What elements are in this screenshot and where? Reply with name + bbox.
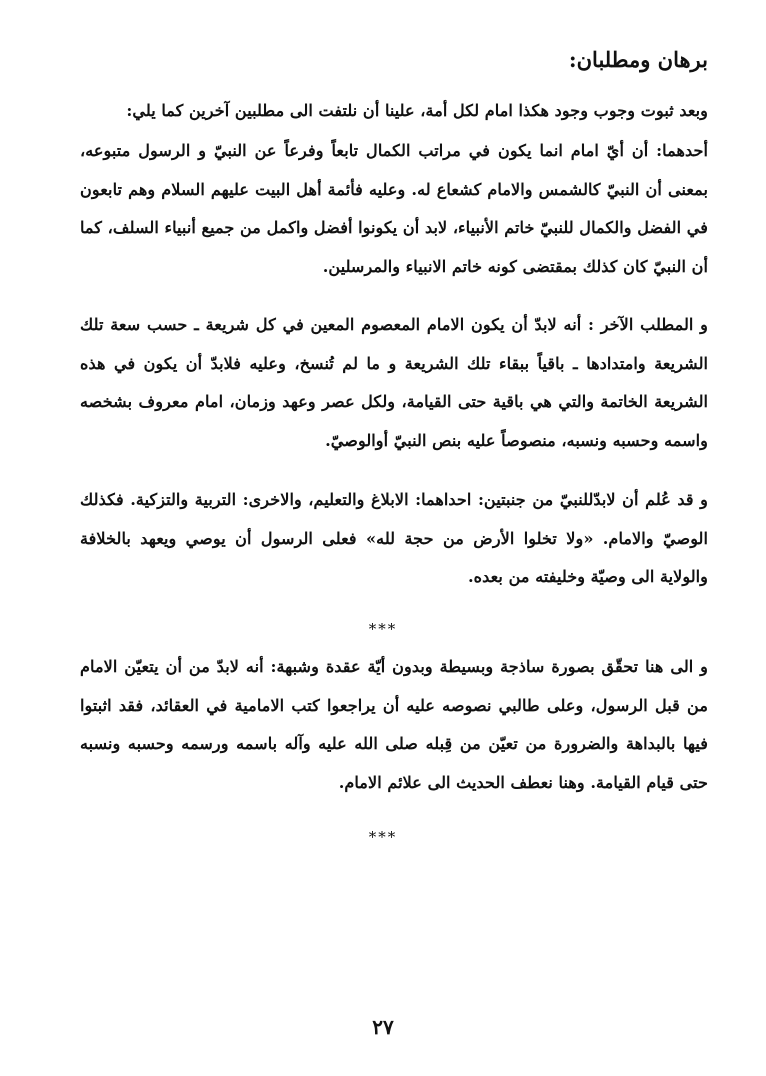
section-separator: *** [368, 620, 398, 638]
paragraph-second-requirement: و المطلب الآخر : أنه لابدّ أن يكون الامام المعصوم المعين في كل شريعة ـ حسب سعة تلك الشريعة وامتدادها ـ باقياً ببقاء تلك الشريعة و ما لم تُنسخ، وعليه فلابدّ أن يكون في هذه الشريعة الخاتمة والتي هي باقية حتى القيامة، ولكل عصر وعهد وزمان، امام معروف بشخصه واسمه وحسبه ونسبه، منصوصاً عليه بنص النبيّ أوالوصيّ. [80, 315, 708, 450]
paragraph-intro: وبعد ثبوت وجوب وجود هكذا امام لكل أمة، علينا أن نلتفت الى مطلبين آخرين كما يلي: [126, 101, 708, 120]
paragraph-two-aspects: و قد عُلم أن لابدّللنبيّ من جنبتين: احداهما: الابلاغ والتعليم، والاخرى: التربية والتزكية. فكذلك الوصيّ والامام. «ولا تخلوا الأرض من حجة لله» فعلى الرسول أن يوصي ويعهد بالخلافة والولاية الى وصيّة وخليفته من بعده. [80, 490, 708, 586]
paragraph-first-requirement: أحدهما: أن أيّ امام انما يكون في مراتب الكمال تابعاً وفرعاً عن النبيّ و الرسول متبوعه، بمعنى أن النبيّ كالشمس والامام كشعاع له. وعليه فأئمة أهل البيت عليهم السلام وهم تابعون في الفضل والكمال للنبيّ خاتم الأنبياء، لابد أن يكونوا أفضل واكمل من جميع أنبياء السلف، كما أن النبيّ كان كذلك بمقتضى كونه خاتم الانبياء والمرسلين. [80, 141, 708, 276]
paragraph-conclusion: و الى هنا تحقّق بصورة ساذجة وبسيطة وبدون أيّة عقدة وشبهة: أنه لابدّ من أن يتعيّن الامام من قبل الرسول، وعلى طالبي نصوصه عليه أن يراجعوا كتب الامامية في العقائد، فقد اثبتوا فيها بالبداهة والضرورة من تعيّن من قِبله صلى الله عليه وآله باسمه ورسمه وحسبه ونسبه حتى قيام القيامة. وهنا نعطف الحديث الى علائم الامام. [80, 657, 708, 792]
section-separator-end: *** [368, 828, 398, 846]
page-number: ٢٧ [372, 1015, 394, 1039]
section-heading: برهان ومطلبان: [568, 47, 708, 72]
